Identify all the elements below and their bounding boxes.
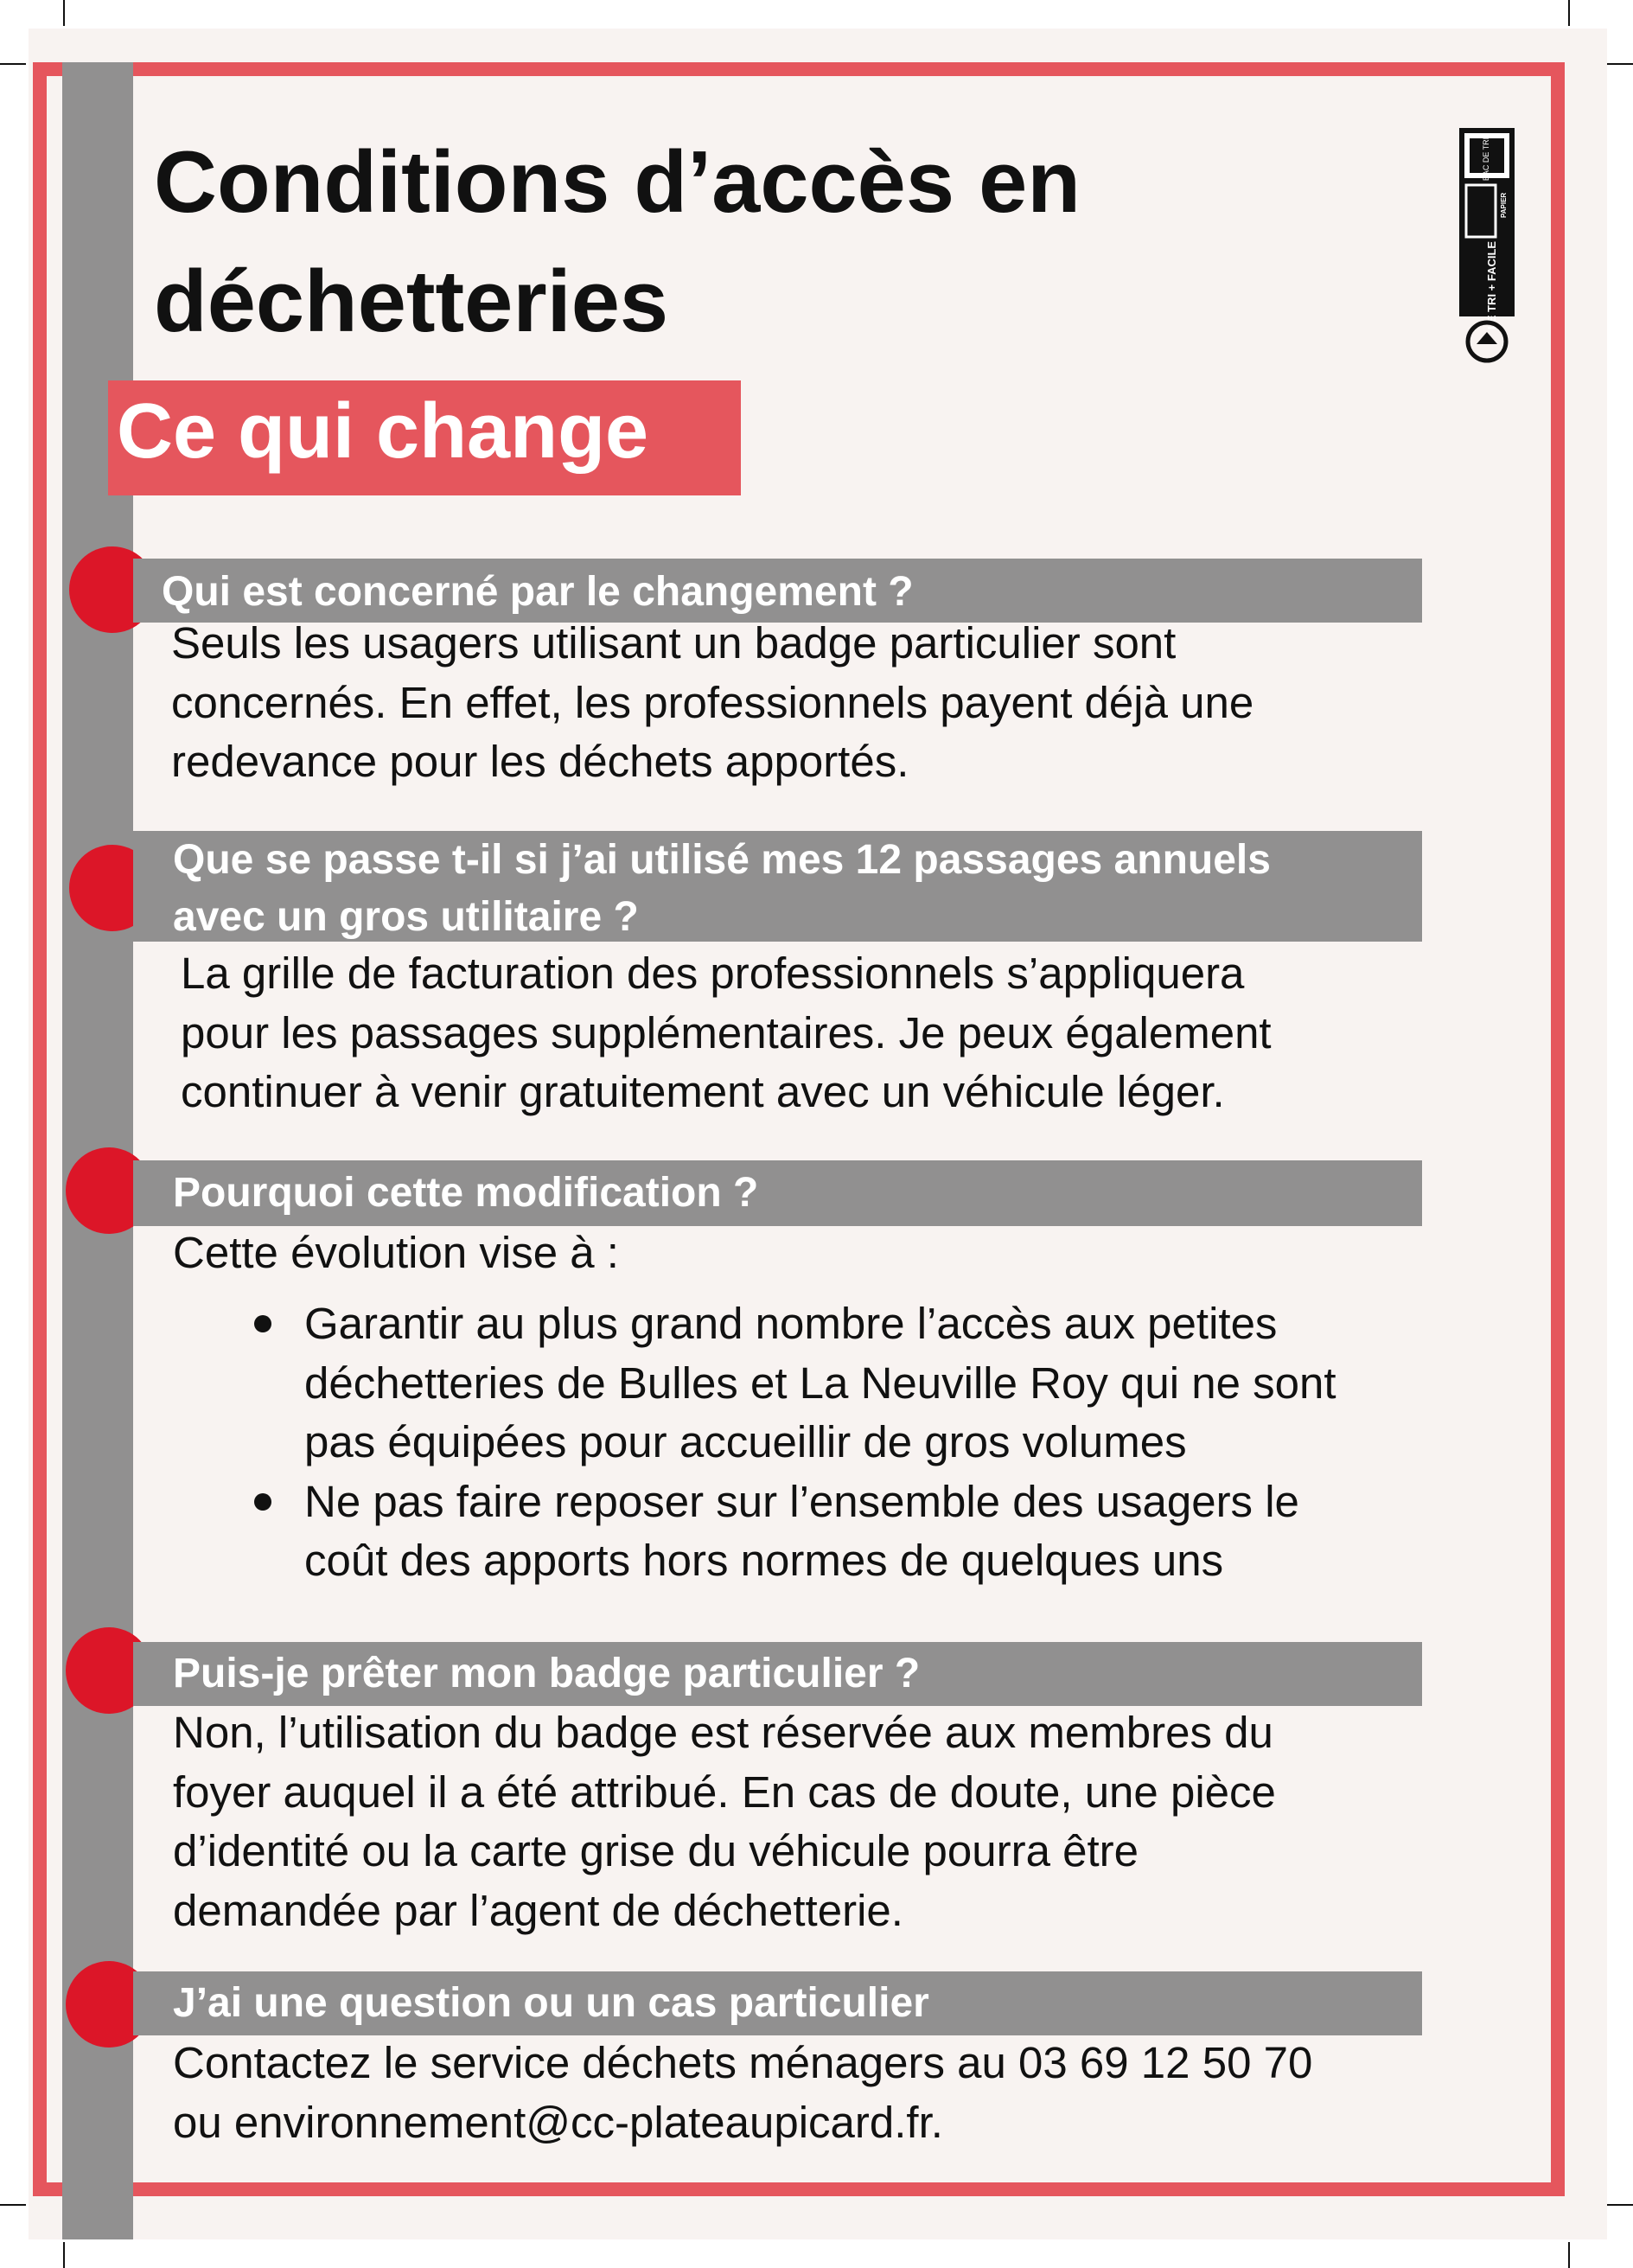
crop-mark	[1568, 2242, 1570, 2268]
question-band	[133, 559, 1422, 623]
answer-line: d’identité ou la carte grise du véhicule pourra être	[173, 1826, 1139, 1875]
question-text: J’ai une question ou un cas particulier	[173, 1980, 929, 2026]
answer-line: La grille de facturation des professionnels s’appliquera	[181, 949, 1245, 998]
reasons-list	[304, 1294, 1336, 1591]
list-item: Ne pas faire reposer sur l’ensemble des usagers le coût des apports hors normes de quelques uns	[304, 1473, 1336, 1591]
subtitle-banner	[108, 380, 741, 495]
page-title	[154, 123, 1278, 361]
crop-mark	[0, 2204, 26, 2206]
question-band	[133, 1642, 1422, 1706]
answer-line: demandée par l’agent de déchetterie.	[173, 1885, 903, 1935]
contact-text	[173, 2034, 1312, 2152]
answer-line: redevance pour les déchets apportés.	[171, 737, 909, 786]
logo-bin-text: BAC DE TRI	[1482, 137, 1490, 182]
question-band	[133, 1971, 1422, 2035]
answer-line: foyer auquel il a été attribué. En cas de doute, une pièce	[173, 1766, 1276, 1817]
answer-line: concernés. En effet, les professionnels payent déjà une	[171, 677, 1254, 727]
crop-mark	[63, 0, 65, 26]
logo-main-text: LE TRI + FACILE	[1485, 240, 1498, 330]
question-text: Puis-je prêter mon badge particulier ?	[173, 1651, 921, 1696]
answer-text	[171, 614, 1253, 792]
question-text: Qui est concerné par le changement ?	[162, 569, 914, 615]
question-band	[133, 831, 1422, 942]
list-item: Garantir au plus grand nombre l’accès aux petites déchetteries de Bulles et La Neuville Roy qui ne sont pas équipées pour accueillir de gros volumes	[304, 1294, 1336, 1473]
subtitle-text: Ce qui change	[117, 388, 649, 475]
crop-mark	[63, 2242, 65, 2268]
question-text: Pourquoi cette modification ?	[173, 1170, 759, 1216]
answer-line: Contactez le service déchets ménagers au 03 69 12 50 70	[173, 2038, 1313, 2087]
answer-line: pour les passages supplémentaires. Je peux également	[181, 1007, 1272, 1057]
answer-text	[181, 944, 1272, 1122]
answer-line: ou environnement@cc-plateaupicard.fr.	[173, 2097, 943, 2147]
question-text: Que se passe t-il si j’ai utilisé mes 12 passages annuels	[173, 837, 1271, 883]
le-tri-plus-facile-logo	[1459, 128, 1515, 363]
answer-line: continuer à venir gratuitement avec un véhicule léger.	[181, 1067, 1225, 1116]
crop-mark	[1607, 2204, 1633, 2206]
bullet-icon	[254, 1493, 271, 1511]
logo-paper-text: PAPIER	[1500, 192, 1508, 218]
question-text: avec un gros utilitaire ?	[173, 894, 639, 940]
title-line-1: Conditions d’accès en	[154, 134, 1081, 231]
answer-line: Non, l’utilisation du badge est réservée aux membres du	[173, 1708, 1273, 1757]
answer-intro: Cette évolution vise à :	[173, 1228, 619, 1277]
answer-text	[173, 1703, 1276, 1940]
recycling-logo-icon	[1459, 128, 1515, 363]
crop-mark	[1607, 63, 1633, 65]
answer-line: Seuls les usagers utilisant un badge particulier sont	[171, 618, 1177, 668]
bullet-icon	[254, 1315, 271, 1332]
question-band	[133, 1160, 1422, 1226]
crop-mark	[1568, 0, 1570, 26]
title-line-2: déchetteries	[154, 253, 669, 350]
crop-mark	[0, 63, 26, 65]
